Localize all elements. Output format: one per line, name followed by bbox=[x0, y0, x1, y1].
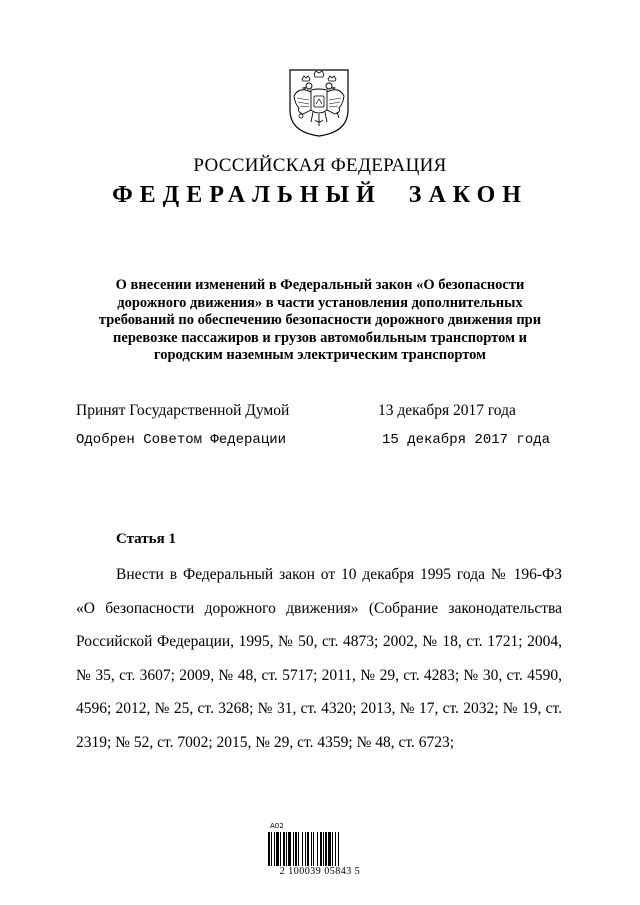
country-name: РОССИЙСКАЯ ФЕДЕРАЦИЯ bbox=[193, 155, 447, 176]
coat-of-arms-icon bbox=[287, 66, 351, 138]
barcode-bar bbox=[276, 832, 279, 866]
law-title: О внесении изменений в Федеральный закон «О безопасности дорожного движения» в части установления дополнительных требований по обеспечению безопасности дорожного движения при перевозке пассажиров и грузов автомобильным транспортом и городским наземным электрическим транспортом bbox=[98, 277, 542, 363]
barcode-bar bbox=[271, 832, 272, 866]
barcode-bar bbox=[288, 832, 291, 866]
adoption-council-label: Одобрен Советом Федерации bbox=[76, 432, 287, 448]
barcode-label: А02 bbox=[270, 822, 284, 830]
barcode-bar bbox=[325, 832, 327, 866]
adoption-duma-date: 13 декабря 2017 года bbox=[378, 402, 516, 419]
barcode bbox=[258, 822, 382, 882]
barcode-bar bbox=[323, 832, 324, 866]
barcode-bar bbox=[320, 832, 322, 866]
document-type: ФЕДЕРАЛЬНЫЙ ЗАКОН bbox=[112, 182, 528, 208]
barcode-bar bbox=[307, 832, 309, 866]
barcode-bar bbox=[283, 832, 285, 866]
barcode-bar bbox=[295, 832, 297, 866]
barcode-bar bbox=[280, 832, 281, 866]
article-paragraph: Внести в Федеральный закон от 10 декабря 1995 года № 196-ФЗ «О безопасности дорожного движения» (Собрание законодательства Российской Федерации, 1995, № 50, ст. 4873; 2002, № 18, ст. 1721; 2004, № 35, ст. 3607; 2009, № 48, ст. 5717; 2011, № 29, ст. 4283; № 30, ст. 4590, 4596; 2012, № 25, ст. 3268; № 31, ст. 4320; 2013, № 17, ст. 2032; № 19, ст. 2319; № 52, ст. 7002; 2015, № 29, ст. 4359; № 48, ст. 6723; bbox=[76, 566, 562, 751]
barcode-number: 2 100039 05843 5 bbox=[279, 866, 361, 877]
barcode-bar bbox=[338, 832, 339, 866]
barcode-bar bbox=[332, 832, 333, 866]
adoption-council-date: 15 декабря 2017 года bbox=[382, 432, 551, 448]
article-heading: Статья 1 bbox=[116, 531, 176, 547]
barcode-bar bbox=[317, 832, 318, 866]
barcode-bar bbox=[268, 832, 270, 866]
barcode-bar bbox=[311, 832, 312, 866]
barcode-bar bbox=[335, 832, 336, 866]
article-body bbox=[76, 558, 562, 759]
barcode-bar bbox=[305, 832, 306, 866]
barcode-bar bbox=[298, 832, 299, 866]
barcode-bar bbox=[286, 832, 287, 866]
barcode-bar bbox=[302, 832, 303, 866]
barcode-bar bbox=[313, 832, 314, 866]
barcode-icon bbox=[268, 832, 372, 866]
barcode-bar bbox=[293, 832, 294, 866]
barcode-bar bbox=[328, 832, 331, 866]
barcode-bar bbox=[274, 832, 275, 866]
adoption-duma-label: Принят Государственной Думой bbox=[76, 402, 290, 419]
